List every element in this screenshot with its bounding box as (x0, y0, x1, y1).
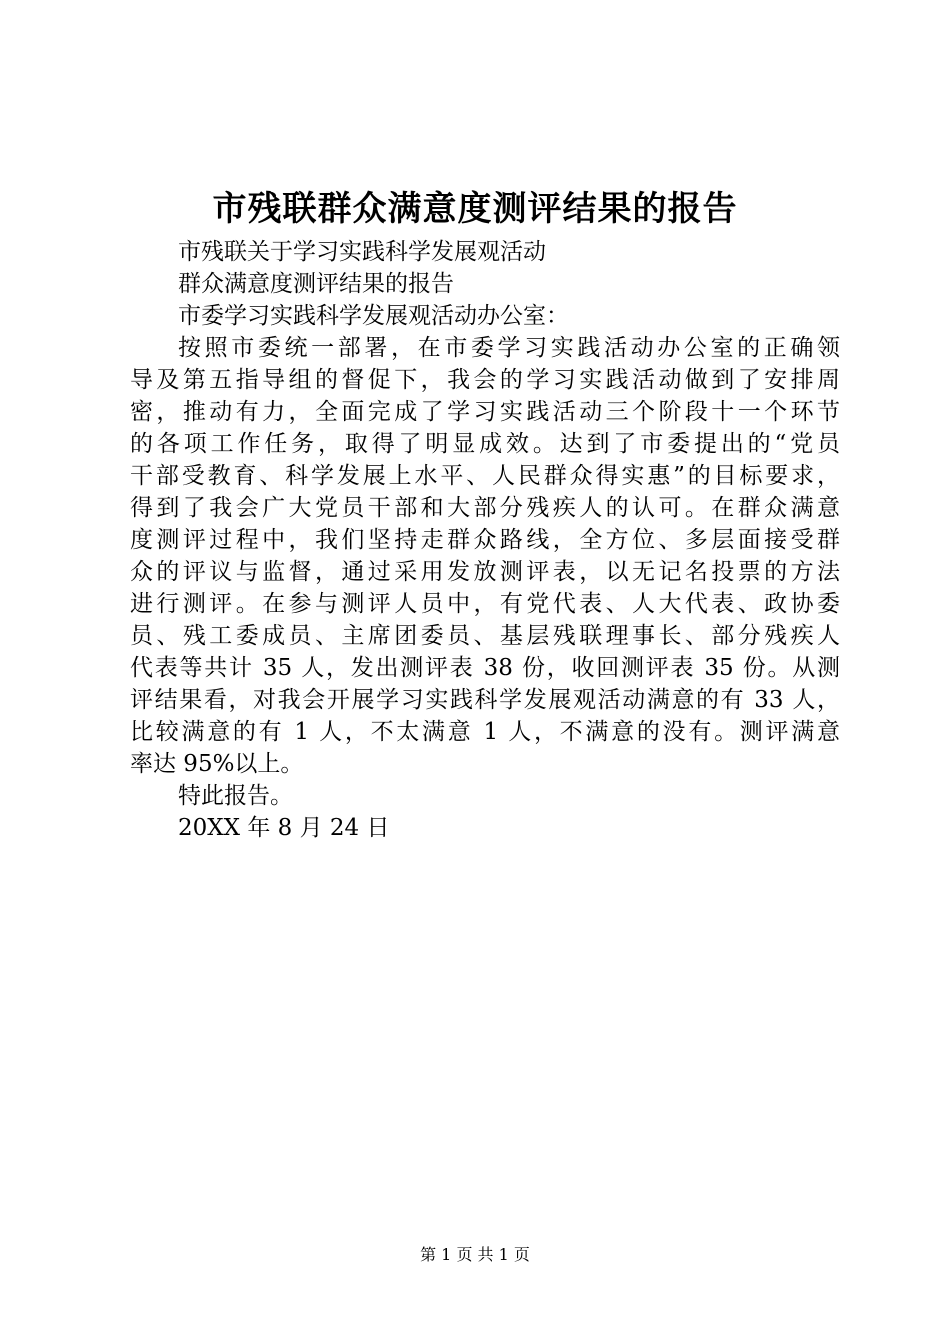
paragraph-line: 干部受教育、科学发展上水平、人民群众得实惠”的目标要求， (130, 463, 840, 489)
paragraph-line: 员、残工委成员、主席团委员、基层残联理事长、部分残疾人 (130, 623, 840, 649)
paragraph-line: 度测评过程中，我们坚持走群众路线，全方位、多层面接受群 (130, 527, 840, 553)
paragraph-line: 评结果看，对我会开展学习实践科学发展观活动满意的有 33 人， (130, 687, 840, 713)
document-title: 市残联群众满意度测评结果的报告 (212, 189, 738, 229)
paragraph-line: 密，推动有力，全面完成了学习实践活动三个阶段十一个环节 (130, 399, 840, 425)
paragraph-line: 得到了我会广大党员干部和大部分残疾人的认可。在群众满意 (130, 495, 840, 521)
document-body (130, 236, 840, 844)
subtitle-line-1: 市残联关于学习实践科学发展观活动 (178, 239, 546, 265)
paragraph-line: 比较满意的有 1 人，不太满意 1 人，不满意的没有。测评满意 (130, 719, 840, 745)
addressee-line: 市委学习实践科学发展观活动办公室： (178, 303, 569, 329)
subtitle-line-2: 群众满意度测评结果的报告 (178, 271, 454, 297)
page-number-footer: 第 1 页 共 1 页 (420, 1245, 530, 1264)
paragraph-line: 代表等共计 35 人，发出测评表 38 份，收回测评表 35 份。从测 (130, 655, 840, 681)
paragraph-line: 的各项工作任务，取得了明显成效。达到了市委提出的“党员 (130, 431, 840, 457)
date-line: 20XX 年 8 月 24 日 (178, 815, 390, 841)
paragraph-line: 众的评议与监督，通过采用发放测评表，以无记名投票的方法 (130, 559, 840, 585)
closing-line: 特此报告。 (178, 783, 293, 809)
paragraph-line: 导及第五指导组的督促下，我会的学习实践活动做到了安排周 (130, 367, 840, 393)
paragraph-line: 率达 95%以上。 (130, 751, 304, 777)
paragraph-line: 按照市委统一部署，在市委学习实践活动办公室的正确领 (178, 335, 840, 361)
paragraph-line: 进行测评。在参与测评人员中，有党代表、人大代表、政协委 (130, 591, 840, 617)
